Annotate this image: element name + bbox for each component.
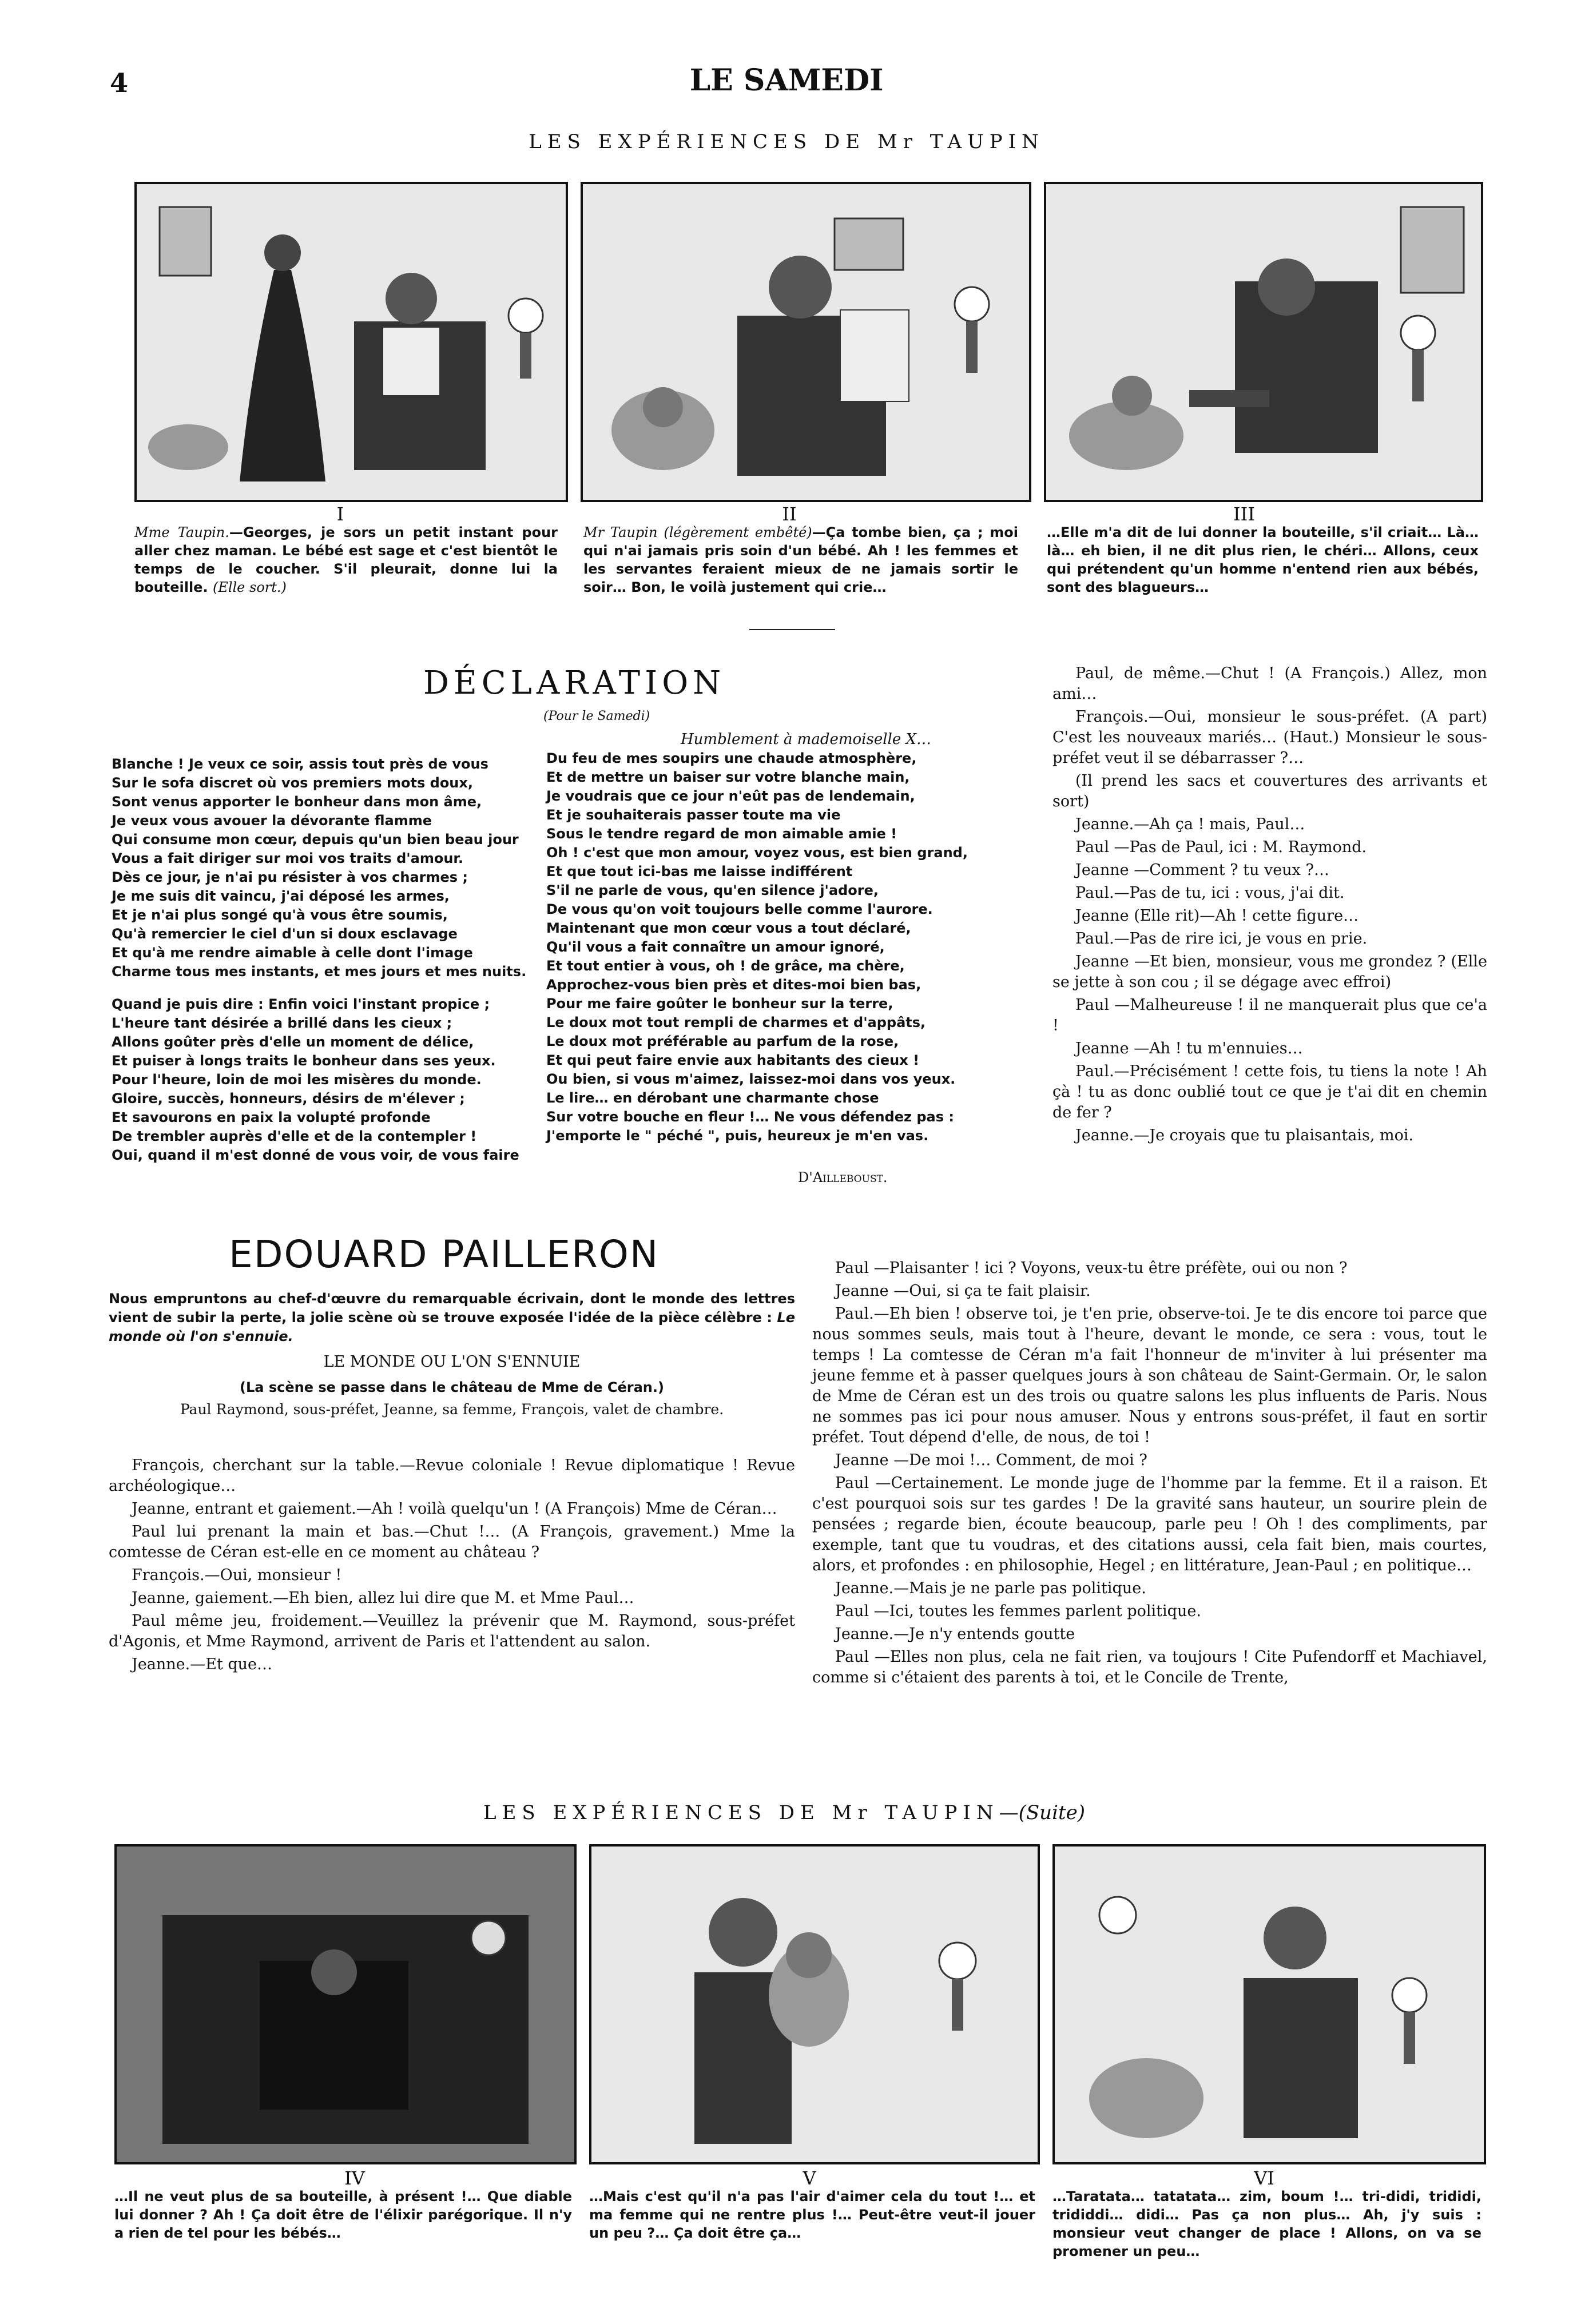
panel-1-illustration [137, 184, 566, 500]
poem-line: De trembler auprès d'elle et de la contempler ! [112, 1128, 477, 1144]
poem-line: Sous le tendre regard de mon aimable amie ! [546, 826, 897, 842]
declaration-title: DÉCLARATION [423, 664, 726, 702]
dialogue-line: Jeanne.—Ah ça ! mais, Paul… [1075, 815, 1305, 833]
poem-line: De vous qu'on voit toujours belle comme l'aurore. [546, 901, 933, 917]
poem-line: Et tout entier à vous, oh ! de grâce, ma chère, [546, 958, 905, 974]
dialogue-line: Jeanne.—Et que… [132, 1656, 273, 1673]
poem-line: Allons goûter près d'elle un moment de délice, [112, 1034, 474, 1050]
dialogue-line: Paul même jeu, froidement.—Veuillez la prévenir que M. Raymond, sous-préfet d'Agonis, et Mme Raymond, arrivent de Paris et l'attendent au salon. [109, 1612, 795, 1650]
dialogue-line: Paul —Ici, toutes les femmes parlent politique. [835, 1602, 1201, 1620]
poem-line: Le lire… en dérobant une charmante chose [546, 1090, 879, 1106]
panel-6-caption: …Taratata… tatatata… zim, boum !… tri-didi, trididi, trididdi… didi… Pas ça non plus… Ah, j'y suis : monsieur veut changer de place ! Allons, on va se promener un peu… [1052, 2188, 1481, 2259]
poem-line: Pour me faire goûter le bonheur sur la terre, [546, 996, 893, 1012]
journal-title: LE SAMEDI [689, 63, 884, 98]
dialogue-line: Jeanne.—Je croyais que tu plaisantais, moi. [1075, 1127, 1414, 1144]
intro-text: Nous empruntons au chef-d'œuvre du remarquable écrivain, dont le monde des lettres vient de subir la perte, la jolie scène où se trouve exposée l'idée de la pièce célèbre : [109, 1291, 795, 1326]
poem-line: Oh ! c'est que mon amour, voyez vous, est bien grand, [546, 845, 968, 861]
poem-signature: D'Aillebousт. [798, 1169, 888, 1185]
poem-line: Et puiser à longs traits le bonheur dans ses yeux. [112, 1053, 496, 1069]
comic-panel-4 [114, 1844, 577, 2164]
dialogue-line: Paul —Plaisanter ! ici ? Voyons, veux-tu être préfète, oui ou non ? [835, 1259, 1348, 1277]
dialogue-right-column [1052, 663, 1487, 1148]
play-cast: Paul Raymond, sous-préfet, Jeanne, sa femme, François, valet de chambre. [180, 1401, 724, 1418]
comic-strip-top [134, 182, 1479, 502]
panel-5-numeral: V [803, 2167, 816, 2189]
poem-line: Blanche ! Je veux ce soir, assis tout près de vous [112, 756, 488, 772]
dialogue-line: Jeanne, entrant et gaiement.—Ah ! voilà quelqu'un ! (A François) Mme de Céran… [132, 1500, 777, 1518]
panel-6-illustration [1055, 1847, 1484, 2162]
poem-line: Le doux mot tout rempli de charmes et d'appâts, [546, 1014, 926, 1030]
declaration-subtitle: (Pour le Samedi) [543, 709, 650, 723]
poem-right-column [546, 749, 968, 1145]
dialogue-line: Paul.—Pas de rire ici, je vous en prie. [1075, 930, 1368, 948]
dialogue-line: Paul —Elles non plus, cela ne fait rien, va toujours ! Cite Pufendorff et Machiavel, comme si c'étaient des parents à toi, et le Concile de Trente, [812, 1648, 1487, 1686]
panel-2-text: —Ça tombe bien, ça ; moi qui n'ai jamais pris soin d'un bébé. Ah ! les femmes et les servantes feraient mieux de ne jamais sortir le soir… Bon, le voilà justement qui crie… [583, 524, 1019, 595]
strip-title-top: LES EXPÉRIENCES DE Mr TAUPIN [529, 130, 1044, 153]
dialogue-line: François.—Oui, monsieur ! [132, 1566, 342, 1584]
dialogue-line: Jeanne.—Mais je ne parle pas politique. [835, 1579, 1146, 1597]
divider [749, 629, 835, 630]
dialogue-line: Jeanne.—Je n'y entends goutte [835, 1625, 1075, 1643]
dialogue-line: Jeanne —De moi !… Comment, de moi ? [835, 1451, 1147, 1469]
strip-title-bottom-suffix: —(Suite) [999, 1801, 1085, 1824]
poem-line: Gloire, succès, honneurs, désirs de m'élever ; [112, 1091, 465, 1107]
panel-4-illustration [117, 1847, 574, 2162]
poem-line: Maintenant que mon cœur vous a tout déclaré, [546, 920, 911, 936]
dialogue-line: Jeanne —Ah ! tu m'ennuies… [1075, 1040, 1303, 1057]
panel-3-numeral: III [1233, 503, 1255, 525]
panel-1-speaker: Mme Taupin. [134, 524, 229, 540]
dialogue-line: Paul.—Précisément ! cette fois, tu tiens la note ! Ah çà ! tu as donc oublié tout ce que je t'ai dit en chemin de fer ? [1052, 1062, 1487, 1121]
intro-italic: Le monde où l'on s'ennuie. [109, 1310, 795, 1344]
poem-line: Et qu'à me rendre aimable à celle dont l'image [112, 945, 473, 961]
panel-2-caption [583, 523, 1018, 596]
poem-line: Je me suis dit vaincu, j'ai déposé les armes, [112, 888, 450, 904]
comic-panel-5 [589, 1844, 1040, 2164]
declaration-dedication: Humblement à mademoiselle X… [681, 731, 932, 748]
poem-line: Sur votre bouche en fleur !… Ne vous défendez pas : [546, 1109, 954, 1125]
poem-line: L'heure tant désirée a brillé dans les cieux ; [112, 1015, 452, 1031]
poem-line: Et je n'ai plus songé qu'à vous être soumis, [112, 907, 448, 923]
poem-left-column [112, 755, 526, 1165]
comic-panel-2 [581, 182, 1031, 502]
dialogue-line: Paul lui prenant la main et bas.—Chut !… (A François, gravement.) Mme la comtesse de Céran est-elle en ce moment au château ? [109, 1523, 795, 1561]
comic-strip-bottom [114, 1844, 1481, 2164]
panel-1-numeral: I [336, 503, 344, 525]
poem-line: S'il ne parle de vous, qu'en silence j'adore, [546, 882, 879, 898]
dialogue-line: Jeanne (Elle rit)—Ah ! cette figure… [1075, 907, 1359, 925]
strip-title-bottom-text: LES EXPÉRIENCES DE Mr TAUPIN [483, 1801, 999, 1824]
dialogue-line: Jeanne, gaiement.—Eh bien, allez lui dire que M. et Mme Paul… [132, 1589, 634, 1607]
dialogue-line: François.—Oui, monsieur le sous-préfet. (A part) C'est les nouveaux mariés… (Haut.) Monsieur le sous-préfet veut il se débarrasser ?… [1052, 708, 1487, 767]
poem-line: Pour l'heure, loin de moi les misères du monde. [112, 1072, 482, 1088]
poem-line: Approchez-vous bien près et dites-moi bien bas, [546, 977, 921, 993]
panel-1-stage: (Elle sort.) [212, 579, 287, 595]
poem-line: Et savourons en paix la volupté profonde [112, 1109, 431, 1125]
panel-2-illustration [583, 184, 1029, 500]
panel-3-caption [1047, 523, 1479, 596]
dialogue-line: Paul.—Eh bien ! observe toi, je t'en prie, observe-toi. Je te dis encore toi parce que nous sommes seuls, mais tout à l'heure, devant le monde, ce sera : vous, tout le temps ! La comtesse de Céran m'a fait l'honneur de m'inviter à lui présenter ma jeune femme et à passer quelques jours à son château de Saint-Germain. Or, le salon de Mme de Céran est un des trois ou quatre salons les plus influents de Paris. Nous ne sommes pas ici pour nous amuser. Nous y entrons sous-préfet, il faut en sortir préfet. Tout dépend d'elle, de nous, de toi ! [812, 1305, 1487, 1446]
panel-4-caption: …Il ne veut plus de sa bouteille, à présent !… Que diable lui donner ? Ah ! Ça doit être de l'élixir parégorique. Il n'y a rien de tel pour les bébés… [114, 2188, 572, 2241]
page-number: 4 [110, 67, 129, 98]
poem-line: Dès ce jour, je n'ai pu résister à vos charmes ; [112, 869, 468, 885]
panel-2-numeral: II [782, 503, 797, 525]
poem-line: Et je souhaiterais passer toute ma vie [546, 807, 841, 823]
pailleron-intro-block [109, 1290, 795, 1422]
poem-line: Vous a fait diriger sur moi vos traits d'amour. [112, 850, 463, 866]
dialogue-line: Paul, de même.—Chut ! (A François.) Allez, mon ami… [1052, 664, 1487, 703]
poem-line: Oui, quand il m'est donné de vous voir, de vous faire [112, 1147, 519, 1163]
dialogue-line: Jeanne —Oui, si ça te fait plaisir. [835, 1282, 1091, 1300]
poem-line: Le doux mot préférable au parfum de la rose, [546, 1033, 899, 1049]
panel-3-illustration [1046, 184, 1481, 500]
dialogue-line: Paul.—Pas de tu, ici : vous, j'ai dit. [1075, 884, 1345, 902]
panel-5-illustration [591, 1847, 1038, 2162]
play-title: LE MONDE OU L'ON S'ENNUIE [323, 1353, 581, 1371]
poem-line: Qu'il vous a fait connaître un amour ignoré, [546, 939, 885, 955]
play-setting: (La scène se passe dans le château de Mme de Céran.) [240, 1379, 664, 1395]
pailleron-intro [109, 1290, 795, 1346]
poem-line: Quand je puis dire : Enfin voici l'instant propice ; [112, 996, 490, 1012]
panel-3-text: …Elle m'a dit de lui donner la bouteille, s'il criait… Là… là… eh bien, il ne dit plus rien, le chéri… Allons, ceux qui prétendent qu'un homme n'entend rien aux bébés, sont des blagueurs… [1047, 524, 1479, 595]
comic-panel-1 [134, 182, 568, 502]
panel-4-numeral: IV [344, 2167, 365, 2189]
comic-panel-3 [1044, 182, 1483, 502]
poem-line: Du feu de mes soupirs une chaude atmosphère, [546, 750, 917, 766]
dialogue-middle-column [812, 1258, 1487, 1690]
poem-line: Sont venus apporter le bonheur dans mon âme, [112, 794, 482, 810]
dialogue-line: Jeanne —Comment ? tu veux ?… [1075, 861, 1329, 879]
comic-panel-6 [1052, 1844, 1486, 2164]
strip-title-bottom [483, 1801, 1085, 1824]
poem-line: Sur le sofa discret où vos premiers mots doux, [112, 775, 473, 791]
dialogue-line: (Il prend les sacs et couvertures des arrivants et sort) [1052, 772, 1487, 810]
stanza-gap [112, 981, 526, 995]
panel-5-caption: …Mais c'est qu'il n'a pas l'air d'aimer cela du tout !… et ma femme qui ne rentre plus !… Peut-être veut-il jouer un peu ?… Ça doit être ça… [589, 2188, 1035, 2241]
dialogue-left-column [109, 1455, 795, 1677]
pailleron-title: EDOUARD PAILLERON [229, 1232, 660, 1276]
poem-line: Je voudrais que ce jour n'eût pas de lendemain, [546, 788, 915, 804]
poem-line: Je veux vous avouer la dévorante flamme [112, 813, 432, 829]
dialogue-line: Paul —Malheureuse ! il ne manquerait plus que ce'a ! [1052, 996, 1487, 1034]
poem-line: Qu'à remercier le ciel d'un si doux esclavage [112, 926, 458, 942]
dialogue-line: François, cherchant sur la table.—Revue coloniale ! Revue diplomatique ! Revue archéologique… [109, 1457, 795, 1495]
poem-line: Charme tous mes instants, et mes jours et mes nuits. [112, 964, 527, 980]
panel-6-numeral: VI [1254, 2167, 1274, 2189]
poem-line: J'emporte le " péché ", puis, heureux je m'en vas. [546, 1128, 929, 1144]
panel-2-speaker: Mr Taupin (légèrement embêté) [583, 524, 812, 540]
dialogue-line: Paul —Certainement. Le monde juge de l'homme par la femme. Et il a raison. Et c'est pourquoi sois sur tes gardes ! De la gravité sans hauteur, un sourire plein de pensées ; regarde bien, écoute beaucoup, parle peu ! Oh ! des compliments, par exemple, tant que tu voudras, et des citations aussi, cela fait bien, mais courtes, alors, et profondes : en philosophie, Hegel ; en littérature, Jean-Paul ; en politique… [812, 1474, 1487, 1574]
poem-line: Et de mettre un baiser sur votre blanche main, [546, 769, 910, 785]
poem-line: Ou bien, si vous m'aimez, laissez-moi dans vos yeux. [546, 1071, 956, 1087]
panel-1-caption [134, 523, 558, 596]
poem-line: Et que tout ici-bas me laisse indifférent [546, 863, 853, 880]
panel-1-text: —Georges, je sors un petit instant pour aller chez maman. Le bébé est sage et c'est bientôt le temps de le coucher. S'il pleurait, donne lui la bouteille. [134, 524, 558, 595]
poem-line: Qui consume mon cœur, depuis qu'un bien beau jour [112, 831, 519, 847]
poem-line: Et qui peut faire envie aux habitants des cieux ! [546, 1052, 920, 1068]
dialogue-line: Paul —Pas de Paul, ici : M. Raymond. [1075, 838, 1367, 856]
dialogue-line: Jeanne —Et bien, monsieur, vous me grondez ? (Elle se jette à son cou ; il se dégage avec effroi) [1052, 953, 1487, 991]
